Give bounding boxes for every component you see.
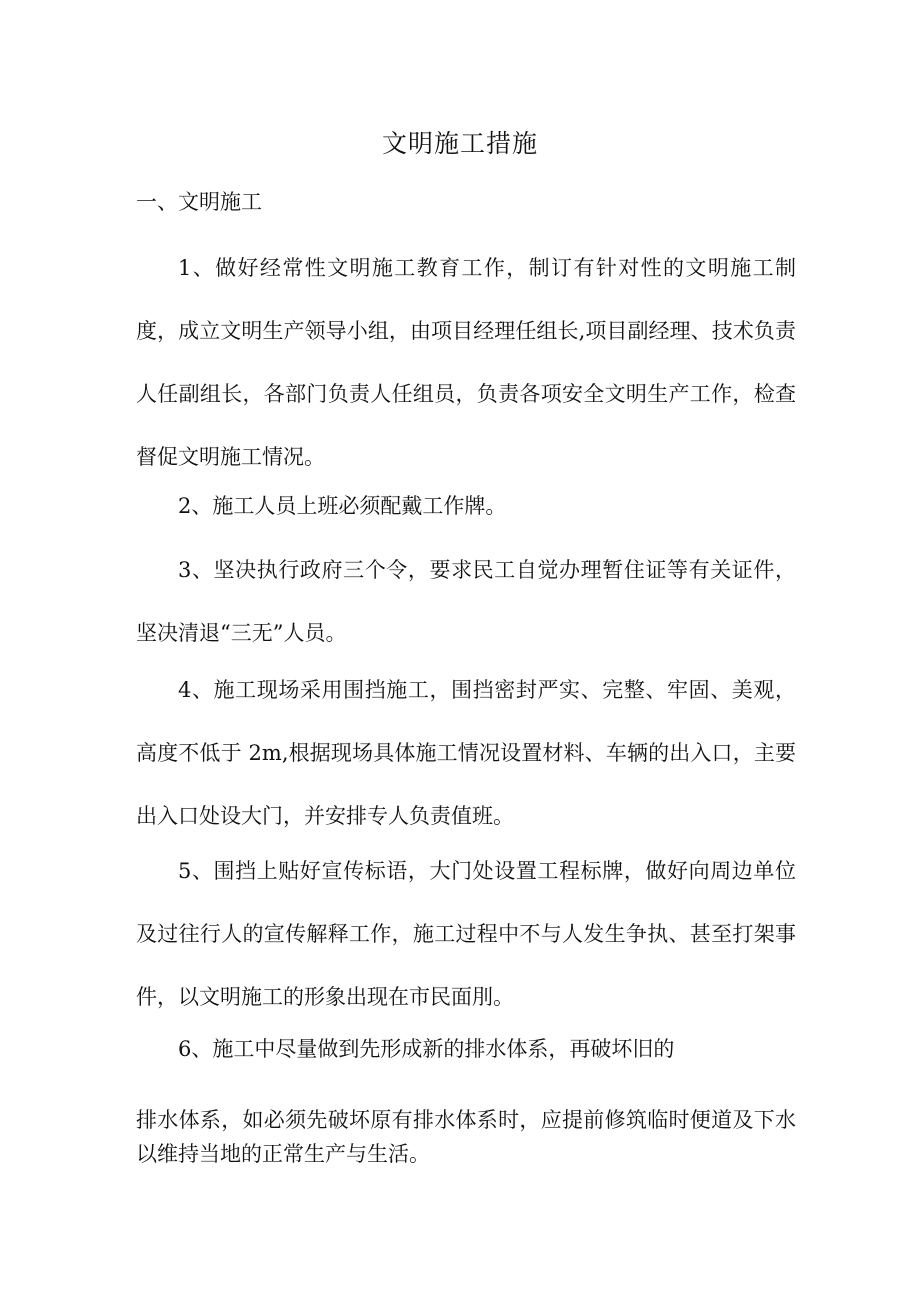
paragraph-6: 6、施工中尽量做到先形成新的排水体系，再破坏旧的	[178, 1037, 675, 1061]
paragraph-6-continuation: 排水体系，如必须先破坏原有排水体系时，应提前修筑临时便道及下水以维持当地的正常生产与生活。	[136, 1108, 796, 1166]
paragraph-2: 2、施工人员上班必须配戴工作牌。	[178, 494, 507, 518]
paragraph-5: 5、围挡上贴好宣传标语，大门处设置工程标牌，做好向周边单位及过往行人的宣传解释工作，施工过程中不与人发生争执、甚至打架事件，以文明施工的形象出现在市民面刖。	[136, 859, 796, 1009]
paragraph-1: 1、做好经常性文明施工教育工作，制订有针对性的文明施工制度，成立文明生产领导小组，由项目经理任组长,项目副经理、技术负责人任副组长，各部门负责人任组员，负责各项安全文明生产工作，检查督促文明施工情况。	[136, 256, 796, 469]
document-title: 文明施工措施	[381, 129, 538, 158]
paragraph-3: 3、坚决执行政府三个令，要求民工自觉办理暂住证等有关证件，坚决清退“三无”人员。	[136, 558, 796, 645]
section-heading: 一、文明施工	[136, 190, 262, 214]
paragraph-4: 4、施工现场采用围挡施工，围挡密封严实、完整、牢固、美观，高度不低于 2m,根据现场具体施工情况设置材料、车辆的出入口，主要出入口处设大门，并安排专人负责值班。	[136, 678, 796, 828]
